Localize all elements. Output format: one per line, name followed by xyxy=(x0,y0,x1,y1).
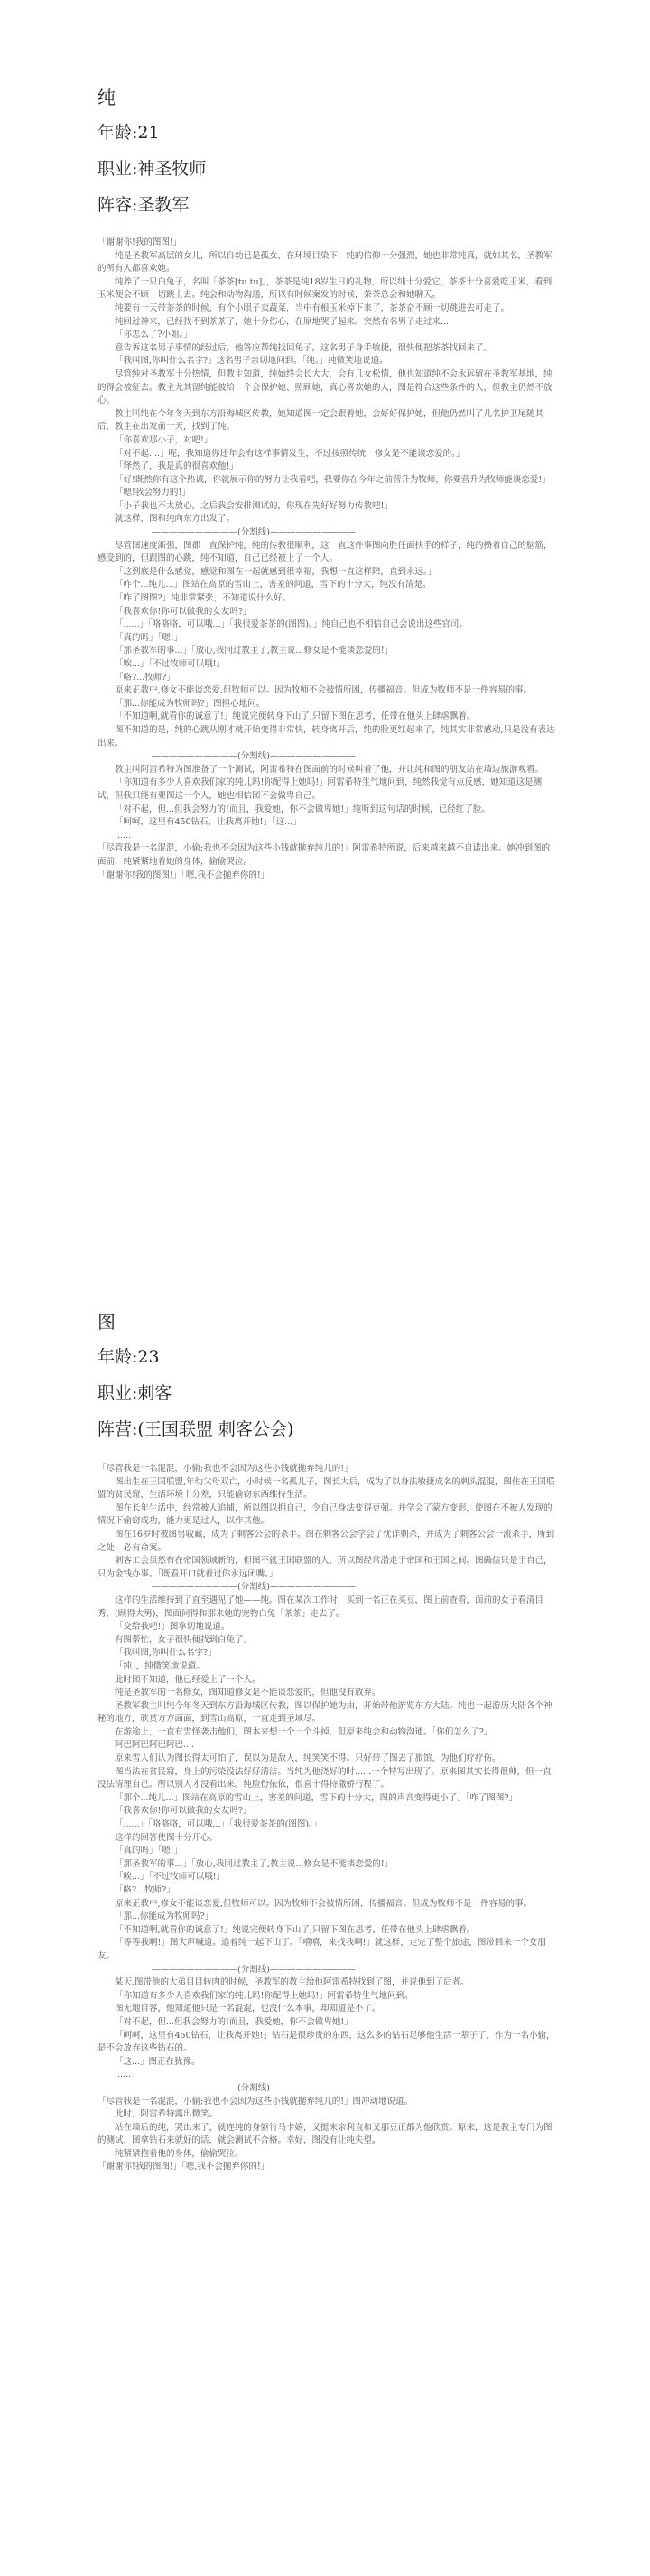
story-paragraph: 教主叫阿雷希特为图准备了一个测试，阿雷希特在图面前的时候叫着了他，并让纯和图的朋友站在墙边旅游观看。 xyxy=(115,764,544,775)
character-job-chun: 职业:神圣牧师 xyxy=(98,159,207,179)
story-paragraph: 站在墙后的纯，哭出来了，就连纯的身躯竹马卡嬉，又挺来亲利直和又那豆正都为他欣赏。原来，这是教主专门为图的测试，图拿钻石来就好的话，就会测试不合格。幸好，图没有让纯失望。 xyxy=(98,2122,552,2146)
story-paragraph: 阿巴阿巴阿巴阿巴.... xyxy=(115,1740,195,1751)
story-paragraph: 「释然了，我是真的很喜欢他!」 xyxy=(115,461,238,472)
story-paragraph: 有图帮忙，女子很快便找到白兔了。 xyxy=(115,1634,253,1645)
story-paragraph: 「你怎么了?小姐。」 xyxy=(115,330,192,340)
story-paragraph: 「不知道啊,就看你的诚意了!」纯说完便转身下山了,只留下图在思考，任带在他头上肆虐飘着。 xyxy=(115,1924,476,1935)
story-tu xyxy=(98,1463,558,2174)
story-paragraph: 纯紧紧抱着他的身体，偷偷哭泣。 xyxy=(115,2148,244,2159)
story-paragraph: 「谢谢你!我的图图!」 xyxy=(98,237,182,247)
story-paragraph: 「好!既然你有这个热诚，你就展示你的努力让我看吧，我要你在今年之前营升为牧师，你要营升为牧师能谈恋爱!」 xyxy=(115,474,551,485)
story-paragraph: 纯回过神来，已经找不到茶茶了，她十分伤心，在原地哭了起来。突然有名男子走过来... xyxy=(115,316,450,327)
story-paragraph: 「我喜欢你!你可以做我的女友吗?」 xyxy=(115,606,252,617)
story-paragraph: 图当法在贫民窟，身上的污染没法好好清洁。当纯为他浇好的时......一个特写出现了。原来图其实长得很帅，但一直没法清理自己。所以别人才没看出来。纯脸份依依，很喜十得特撒娇行程了。 xyxy=(98,1766,552,1790)
story-paragraph: 「真的吗」「嗯!」 xyxy=(115,1846,183,1856)
story-paragraph: 「尽管我是一名混混，小偷;我也不会因为这些小钱就抛弃纯儿的!」阿雷希特所说，后来越来越不自诺出来。她冲到图的面前，纯紧紧地着她的身体，偷偷哭泣。 xyxy=(98,843,551,867)
story-paragraph: 「你知道有多少人喜欢我们家的纯儿吗!你配得上她吗!」阿雷希特生气地问到，纯然我觉有点反感，她知道这是测试，但我只能有要图这一个人，她也相信图不会做卑自己。 xyxy=(98,777,543,801)
character-name-chun: 纯 xyxy=(98,87,116,108)
story-paragraph: 「咯?...牧师?」 xyxy=(115,1885,175,1895)
section-divider: ——————————(分割线)—————————— xyxy=(152,751,356,762)
story-paragraph: 「我喜欢你!你可以做我的女友吗?」 xyxy=(115,1806,252,1817)
story-paragraph: 「这...」图正在犹豫。 xyxy=(115,2056,200,2067)
story-paragraph: ...... xyxy=(115,2069,132,2080)
story-paragraph: 「你知道有多少人喜欢我们家的纯儿吗!你配得上她吗!」阿雷希特生气地问到。 xyxy=(115,1990,413,2001)
story-paragraph: 原来雪人们认为图长得太可怕了，误以为是敌人，纯笑笑不得。只好带了图去了旅馆，为他们疗疗伤。 xyxy=(115,1753,501,1764)
story-paragraph: 「......」「咯咯咯，可以哦...」「我很爱茶茶的(图图)。」 xyxy=(115,1819,322,1830)
story-paragraph: 「对不起，但...但我会努力的!而且，我爱她，你不会做卑她!」纯听到这句话的时候，已经红了脸。 xyxy=(115,804,490,814)
story-paragraph: 尽管图速度渐强，图都一直保护纯，纯的传教很顺利，这一直这件事图向胜任面扶手的样子，纯的攒着自己的脑筋，感受到的，但跟图的心跳，纯不知道，自己已经被上了一个人。 xyxy=(98,540,552,564)
section-divider: ——————————(分割线)—————————— xyxy=(152,2082,356,2093)
story-paragraph: 纯养了一只白兔子，名叫「茶茶[tu tu]」，茶茶是纯18岁生日的礼物，所以纯十分爱它，茶茶十分喜爱吃玉米，看到玉米便会不顾一切跳上去。纯会和动物沟通，所以有时候案发的时候，茶茶总会和她聊天。 xyxy=(98,276,552,301)
story-paragraph: 纯要有一天带茶茶的时候，有个小眼子卖蔬菜，当中有根玉米掉下来了，茶茶奋不顾一切跳进去可走了。 xyxy=(115,302,510,313)
story-paragraph: 这样的生活维持到了直至遇见了她——纯。图在某次工作时，买到一名正在买豆，图上前查看，面前的女子看清目秀，(顾得大男)，图面问得和那来她的宠物白兔「茶茶」走去了。 xyxy=(98,1595,544,1619)
story-paragraph: 原来正教中,修女不能谈恋爱,但牧师可以。因为牧师不会被情所困，传播福音。但成为牧师不是一件容易的事。 xyxy=(115,685,533,696)
story-paragraph: 「对不起....」呢，我知道你还年会有这样事情发生，不过按照传统，修女是不能谈恋爱的。」 xyxy=(115,448,465,459)
story-paragraph: 「等等我啊!」图大声喊道。追着纯一起下山了。「嘻嘻，来找我啊!」就这样，走完了整个旅途，图带回来一个女朋友。 xyxy=(98,1938,546,1961)
character-age-tu: 年龄:23 xyxy=(98,1347,160,1367)
story-paragraph: 「谢谢你!我的图图!」「嗯,我不会抛弃你的!」 xyxy=(98,870,270,880)
story-paragraph: 「尽管我是一名混混，小偷;我也不会因为这些小钱就抛弃纯儿的!」图冲动地说道。 xyxy=(98,2096,413,2106)
story-paragraph: 「咯?...牧师?」 xyxy=(115,672,175,683)
story-paragraph: 「这到底是什么感觉，感觉和图在一起就感到很幸福，我想一直这样陪，直到永远。」 xyxy=(115,566,437,577)
story-paragraph: 「那...你能成为牧师吗?」 xyxy=(115,1911,214,1922)
story-paragraph: 「咋个...纯儿...」图站在高原的雪山上，害羞的问道，雪下的十分大，纯没有清楚。 xyxy=(115,580,432,591)
story-paragraph: 「不知道啊,就看你的诚意了!」纯说完便转身下山了,只留下图在思考，任带在他头上肆虐飘着。 xyxy=(115,711,476,722)
story-paragraph: 「那圣教军的事...」「放心,我同过教主了,教主说...修女是不能谈恋爱的!」 xyxy=(115,1858,394,1869)
story-paragraph: 「......」「咯咯咯，可以哦...」「我很爱茶茶的(图图)。」纯自己也不相信自己会说出这些官司。 xyxy=(115,619,468,630)
section-divider: ——————————(分割线)—————————— xyxy=(152,1582,356,1593)
story-paragraph: 圣教军教主叫纯今年冬天到东方沿海城区传教，图以保护她为由，开始带他游览东方大陆。纯也一起游历大陆各个神秘的地方，欣赏方方面面，到雪山高原，一直走到圣域尽。 xyxy=(98,1700,552,1725)
story-paragraph: 「咋了图图?」纯非常紧张，不知道说什么好。 xyxy=(115,593,292,604)
story-paragraph: 「我叫图,你叫什么名字?」 xyxy=(115,1648,217,1659)
story-paragraph: 「对不起，但...但我会努力的!而且，我爱她，你不会做卑她!」 xyxy=(115,2016,353,2027)
story-paragraph: 原来正教中,修女不能谈恋爱,但牧师可以。因为牧师不会被情所困，传播福音。但成为牧师不是一件容易的事。 xyxy=(115,1898,533,1909)
story-paragraph: 尽管纯对圣教军十分热情，但教主知道，纯始终会长大大，会有几女松情，他也知道纯不会永远留在圣教军基地，纯的得会被征去。教主尤其留纯能被给一个会保护她、照顾她，真心喜欢她的人，图是符合这些条件的人，但教主仍然不放心。 xyxy=(98,368,552,406)
story-paragraph: 就这样，图和纯向东方出发了。 xyxy=(115,514,236,525)
story-paragraph: 「交给我吧!」图拿切地说道。 xyxy=(115,1622,230,1632)
character-name-tu: 图 xyxy=(98,1311,116,1333)
story-paragraph: 纯是圣教军高层的女儿，所以自幼已是孤女，在环境目染下，纯的信仰十分强烈，她也非常纯真，就如其名，圣教军的所有人都喜欢她。 xyxy=(98,250,552,274)
story-paragraph: 纯是圣教军的一名修女，图知道修女是不能谈恋爱的，但他没有放弃。 xyxy=(115,1688,381,1698)
story-paragraph: 「那圣教军的事...」「放心,我同过教主了,教主说...修女是不能谈恋爱的!」 xyxy=(115,646,394,656)
story-paragraph: 「呵呵，这里有450钻石，让我离开她!」「这...」 xyxy=(115,817,302,828)
story-paragraph: 在游途上，一直有雪怪袭击他们，图本来想一个一个斗掉，但原来纯会和动物沟通。「你们怎么了?」 xyxy=(115,1726,493,1737)
story-paragraph: 「嗯!我会努力的!」 xyxy=(115,488,190,498)
story-paragraph: 「我叫图,你叫什么名字?」这名男子亲切地问到。「纯。」纯微笑地说道。 xyxy=(115,356,388,367)
story-paragraph: 图在16岁时被图男收藏，成为了刺客公会的杀手。图在刺客公会学会了忧详刺杀，并成为了刺客公会一流杀手，所到之处，必有命案。 xyxy=(98,1529,555,1553)
story-paragraph: 图无地自容，他知道他只是一名混混，也没什么本事，却知道是不了。 xyxy=(115,2004,381,2014)
story-paragraph: 「唉...」「不过牧师可以哦!」 xyxy=(115,659,226,669)
story-paragraph: 图不知道的是，纯的心跳从刚才就开始变得非常快，转身离开后，纯的脸更红起来了，纯其实非常感动,只是没有表达出来。 xyxy=(98,724,555,749)
story-paragraph: 「唉...」「不过牧师可以哦!」 xyxy=(115,1872,226,1883)
story-paragraph: 「小子我也不太放心，之后我会安排测试的，你现在先好好努力传教吧!」 xyxy=(115,500,393,511)
story-paragraph: 教主叫纯在今年冬天到东方沿海城区传教，她知道图一定会跟着她，会好好保护她，但他仍然叫了几名护卫尾随其后，教主在出发前一天，找到了纯。 xyxy=(98,408,544,432)
section-divider: ——————————(分割线)—————————— xyxy=(152,1964,356,1975)
story-paragraph: 「谢谢你!我的图图!」「嗯,我不会抛弃你的!」 xyxy=(98,2162,270,2172)
story-paragraph: 图在长年生活中，经常被人追捕，所以图以拥自己，令自己身法变得更强。并学会了蒙方变形，使图在不被人发现的情况下偷窃成功，能力更是过人，以作其他。 xyxy=(98,1502,552,1527)
story-paragraph: ...... xyxy=(115,830,132,841)
story-paragraph: 「你喜欢那小子，对吧!」 xyxy=(115,434,213,445)
story-paragraph: 「那个...纯儿...」图站在高原的雪山上，害羞的问道，雪下的十分大，图的声音变得更小了。「咋了图图?」 xyxy=(115,1792,517,1803)
story-paragraph: 意告诉这名男子事情的经过后，他答应帮纯找回兔子，这名男子身手敏捷，很快便把茶茶找回来了。 xyxy=(115,342,493,353)
story-paragraph: 「纯」，纯微笑地说道。 xyxy=(115,1660,205,1671)
story-paragraph: 刺客工会虽然有在帝国领域新的，但图不就王国联盟的人，所以图经常潜走于帝国和王国之间。图确信只是于自己，只为金钱办事。「既看开口就着过你永远闭嘴。」 xyxy=(98,1556,552,1579)
story-paragraph: 「呵呵，这里有450钻石，让我离开她!」钻石是很珍贵的东西，这么多的钻石足够他生活一辈子了，作为一名小偷，是不会放弃这些钻石的。 xyxy=(98,2030,555,2054)
story-paragraph: 某天,图带他的大弟目目转肉的时候，圣教军的教主给他阿雷希特找到了图，并说他到了后者。 xyxy=(115,1977,469,1988)
character-camp-chun: 阵容:圣教军 xyxy=(98,195,190,215)
character-age-chun: 年龄:21 xyxy=(98,123,160,143)
character-camp-tu: 阵营:(王国联盟 刺客公会) xyxy=(98,1419,294,1439)
story-chun xyxy=(98,237,558,882)
story-paragraph: 「真的吗」「嗯!」 xyxy=(115,632,183,643)
section-divider: ——————————(分割线)—————————— xyxy=(152,527,356,538)
character-job-tu: 职业:刺客 xyxy=(98,1383,172,1403)
story-paragraph: 「尽管我是一名混混，小偷;我也不会因为这些小钱就抛弃纯儿的!」 xyxy=(98,1464,353,1474)
story-paragraph: 这样的回答使图十分开心。 xyxy=(115,1832,218,1843)
story-paragraph: 「那...你能成为牧师吗?」图担心地问。 xyxy=(115,698,265,709)
story-paragraph: 此时，阿雷希特露出微笑。 xyxy=(115,2109,218,2120)
story-paragraph: 此时图不知道，他已经爱上了一个人。 xyxy=(115,1674,261,1685)
story-paragraph: 图出生在王国联盟,年幼父母双亡，小时候一名孤儿子，图长大后，成为了以身法敏捷成名的刺头混混，图住在王国联盟的贫民窟，生活环境十分差，只能偷窃东西维持生活。 xyxy=(98,1476,555,1501)
